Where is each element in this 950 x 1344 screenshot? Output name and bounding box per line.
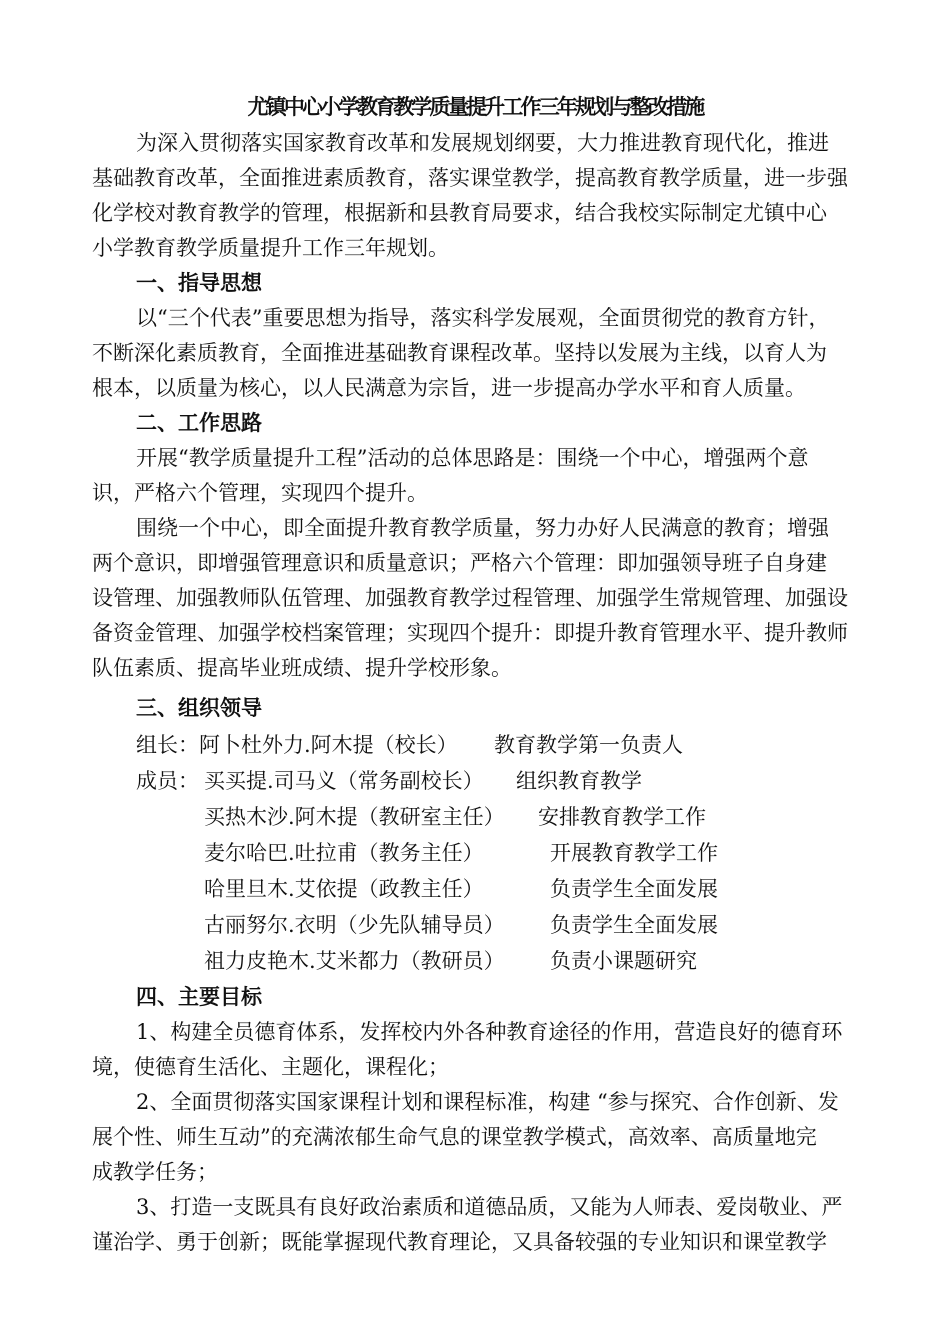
- intro-line: 基础教育改革，全面推进素质教育，落实课堂教学，提高教育教学质量，进一步强: [92, 166, 848, 190]
- member-duty: 安排教育教学工作: [538, 805, 706, 829]
- member-name: 麦尔哈巴.吐拉甫（教务主任）: [204, 841, 484, 865]
- section-heading-guiding-ideology: 一、指导思想: [136, 270, 262, 295]
- goal-line: 展个性、师生互动”的充满浓郁生命气息的课堂教学模式，高效率、高质量地完: [92, 1125, 817, 1149]
- goal-line: 3、打造一支既具有良好政治素质和道德品质，又能为人师表、爱岗敬业、严: [136, 1195, 843, 1219]
- member-name: 买热木沙.阿木提（教研室主任）: [204, 805, 505, 829]
- paragraph-line: 根本，以质量为核心，以人民满意为宗旨，进一步提高办学水平和育人质量。: [92, 376, 806, 400]
- member-duty: 负责小课题研究: [550, 949, 697, 973]
- document-title: 尤镇中心小学教育教学质量提升工作三年规划与整改措施: [247, 94, 703, 119]
- member-name: 古丽努尔.衣明（少先队辅导员）: [204, 913, 505, 937]
- section-heading-organization: 三、组织领导: [136, 695, 262, 720]
- paragraph-line: 两个意识，即增强管理意识和质量意识；严格六个管理：即加强领导班子自身建: [92, 551, 827, 575]
- goal-line: 1、构建全员德育体系，发挥校内外各种教育途径的作用，营造良好的德育环: [136, 1020, 843, 1044]
- paragraph-line: 设管理、加强教师队伍管理、加强教育教学过程管理、加强学生常规管理、加强设: [92, 586, 848, 610]
- member-duty: 负责学生全面发展: [550, 913, 718, 937]
- paragraph-line: 开展“教学质量提升工程”活动的总体思路是：围绕一个中心，增强两个意: [136, 446, 809, 470]
- intro-line: 小学教育教学质量提升工作三年规划。: [92, 236, 449, 260]
- member-duty: 组织教育教学: [516, 769, 642, 793]
- goal-line: 谨治学、勇于创新；既能掌握现代教育理论，又具备较强的专业知识和课堂教学: [92, 1230, 827, 1254]
- goal-line: 成教学任务；: [92, 1160, 218, 1184]
- paragraph-line: 队伍素质、提高毕业班成绩、提升学校形象。: [92, 656, 512, 680]
- member-name: 哈里旦木.艾依提（政教主任）: [204, 877, 484, 901]
- goal-line: 境，使德育生活化、主题化，课程化；: [92, 1055, 449, 1079]
- member-name: 买买提.司马义（常务副校长）: [204, 769, 484, 793]
- paragraph-line: 备资金管理、加强学校档案管理；实现四个提升：即提升教育管理水平、提升教师: [92, 621, 848, 645]
- section-heading-main-goals: 四、主要目标: [136, 984, 262, 1009]
- section-heading-work-approach: 二、工作思路: [136, 410, 262, 435]
- paragraph-line: 以“三个代表”重要思想为指导，落实科学发展观，全面贯彻党的教育方针，: [136, 306, 830, 330]
- paragraph-line: 围绕一个中心，即全面提升教育教学质量，努力办好人民满意的教育；增强: [136, 516, 829, 540]
- intro-line: 为深入贯彻落实国家教育改革和发展规划纲要，大力推进教育现代化，推进: [136, 131, 829, 155]
- member-duty: 负责学生全面发展: [550, 877, 718, 901]
- intro-line: 化学校对教育教学的管理，根据新和县教育局要求，结合我校实际制定尤镇中心: [92, 201, 827, 225]
- team-leader-name: 组长：阿卜杜外力.阿木提（校长）: [136, 733, 458, 757]
- team-leader-duty: 教育教学第一负责人: [494, 733, 683, 757]
- paragraph-line: 识，严格六个管理，实现四个提升。: [92, 481, 428, 505]
- member-name: 祖力皮艳木.艾米都力（教研员）: [204, 949, 505, 973]
- members-label: 成员：: [136, 769, 199, 793]
- goal-line: 2、全面贯彻落实国家课程计划和课程标准，构建 “参与探究、合作创新、发: [136, 1090, 839, 1114]
- member-duty: 开展教育教学工作: [550, 841, 718, 865]
- paragraph-line: 不断深化素质教育，全面推进基础教育课程改革。坚持以发展为主线，以育人为: [92, 341, 827, 365]
